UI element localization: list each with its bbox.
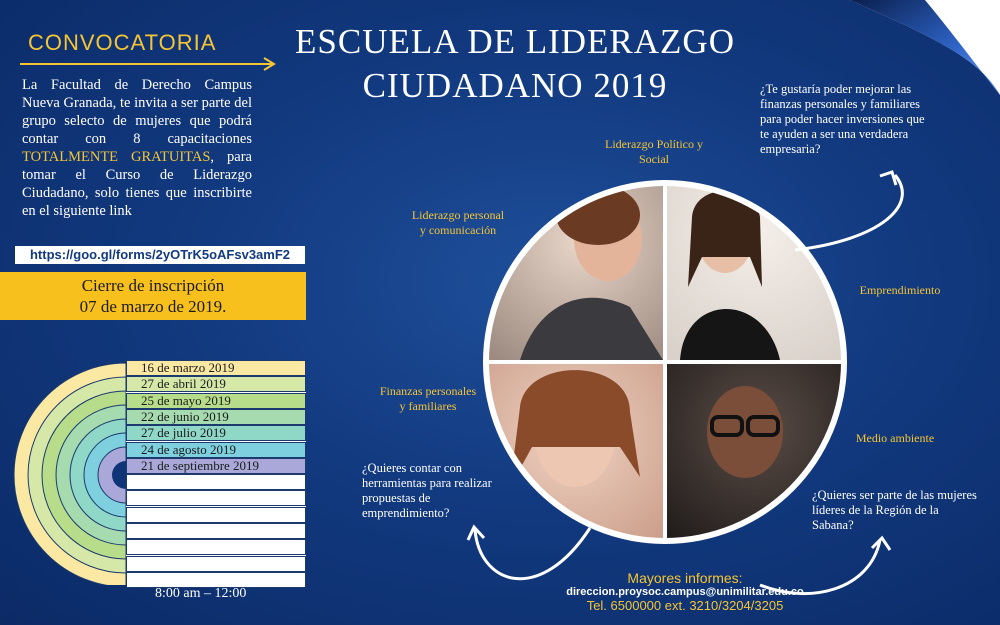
intro-text-1: La Facultad de Derecho Campus Nueva Granada, te invita a ser parte del grupo selecto de mujeres que podrá contar con 8 capacitaciones <box>22 77 252 147</box>
intro-text-2: , para tomar el Curso de Liderazgo Ciudadano, solo tienes que inscribirte en el siguiente link <box>22 149 252 219</box>
topic-personal: Liderazgo personal y comunicación <box>411 208 505 237</box>
contact-title: Mayores informes: <box>627 570 743 586</box>
contact-phone: Tel. 6500000 ext. 3210/3204/3205 <box>586 598 784 613</box>
title-line-1: ESCUELA DE LIDERAZGO <box>295 22 735 61</box>
schedule-date-row: 22 de junio 2019 <box>126 409 306 425</box>
question-leaders: ¿Quieres ser parte de las mujeres líderes de la Región de la Sabana? <box>812 488 977 532</box>
cierre-label: Cierre de inscripción <box>81 276 225 295</box>
schedule-date-row: 24 de agosto 2019 <box>126 442 306 458</box>
schedule-date-row: 21 de septiembre 2019 <box>126 458 306 474</box>
topic-finance: Finanzas personales y familiares <box>379 384 477 413</box>
schedule-date-row: 25 de mayo 2019 <box>126 393 306 409</box>
contact-email[interactable]: direccion.proysoc.campus@unimilitar.edu.co <box>566 586 804 598</box>
topic-environment: Medio ambiente <box>855 431 935 445</box>
schedule-date-row: 16 de marzo 2019 <box>126 360 306 376</box>
registration-link[interactable]: https://goo.gl/forms/2yOTrK5oAFsv3amF2 <box>15 246 305 264</box>
schedule-date-row: 27 de abril 2019 <box>126 376 306 392</box>
topic-political: Liderazgo Político y Social <box>605 137 703 166</box>
question-finance: ¿Te gustaría poder mejorar las finanzas personales y familiares para poder hacer inversiones que te ayuden a ser una verdadera empresaria? <box>760 82 925 156</box>
title-line-2: CIUDADANO 2019 <box>362 66 668 105</box>
arrow-curve-icon <box>795 175 902 250</box>
topic-entrepreneurship: Emprendimiento <box>859 283 941 297</box>
intro-highlight: TOTALMENTE GRATUITAS <box>22 149 211 165</box>
schedule-date-row: 27 de julio 2019 <box>126 425 306 441</box>
contact-block <box>540 570 830 613</box>
schedule-hours: 8:00 am – 12:00 <box>155 586 247 601</box>
question-proposals: ¿Quieres contar con herramientas para realizar propuestas de emprendimiento? <box>362 461 492 520</box>
convocatoria-title: CONVOCATORIA <box>28 30 217 55</box>
cierre-date: 07 de marzo de 2019. <box>79 297 227 316</box>
